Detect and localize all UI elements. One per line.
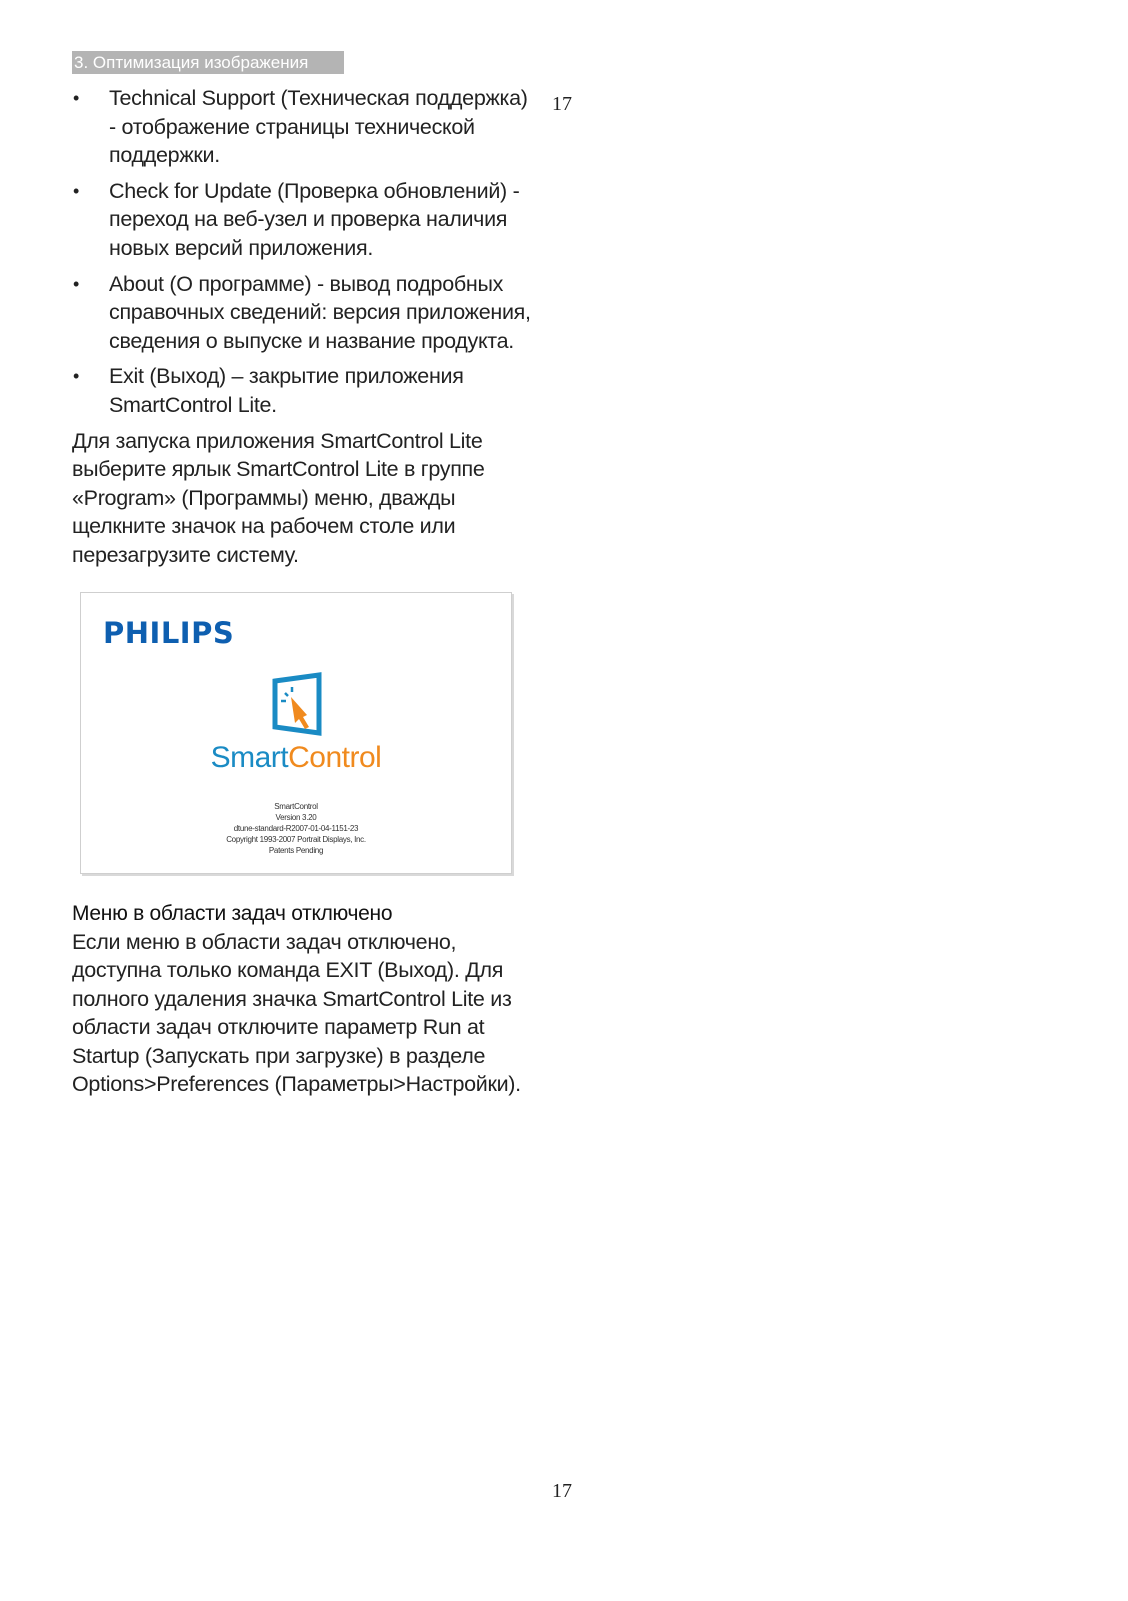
about-line-version: Version 3.20: [275, 812, 317, 822]
list-item-text: About (О программе) - вывод подробных справочных сведений: версия приложения, сведения о выпуске и название продукта.: [109, 271, 531, 353]
philips-logo: PHILIPS: [103, 615, 235, 650]
page-content: [72, 84, 532, 1099]
list-item-text: Technical Support (Техническая поддержка) - отображение страницы технической поддержки.: [109, 86, 528, 168]
disabled-paragraph: Если меню в области задач отключено, доступна только команда EXIT (Выход). Для полного удаления значка SmartControl Lite из области задач отключите параметр Run at Startup (Запускать при загрузке) в разделе Options>Preferences (Параметры>Настройки).: [72, 929, 521, 1097]
list-item-text: Check for Update (Проверка обновлений) - переход на веб-узел и проверка наличия новых версий приложения.: [109, 178, 520, 260]
wordmark-smart: Smart: [210, 740, 289, 774]
list-item: [72, 270, 532, 356]
bullet-icon: •: [73, 88, 80, 108]
page-number: 17: [552, 1480, 572, 1502]
about-line-product: SmartControl: [274, 801, 318, 811]
version-info: [81, 801, 511, 856]
menu-items-list: [72, 84, 532, 420]
bullet-icon: •: [73, 180, 80, 201]
about-line-build: dtune-standard-R2007-01-04-1151-23: [233, 823, 359, 833]
list-item: [72, 177, 532, 263]
bullet-icon: •: [73, 366, 80, 387]
wordmark-control: Control: [288, 740, 382, 774]
about-line-patents: Patents Pending: [268, 845, 324, 855]
about-line-copyright: Copyright 1993-2007 Portrait Displays, Inc.: [226, 834, 366, 844]
section-label: 3. Оптимизация изображения: [72, 51, 344, 74]
list-item-text: Exit (Выход) – закрытие приложения SmartControl Lite.: [109, 364, 464, 417]
top-page-number: 17: [552, 93, 572, 115]
bullet-icon: •: [73, 273, 80, 294]
list-item: [72, 362, 532, 419]
list-item: [72, 84, 532, 170]
section-heading: Меню в области задач отключено: [72, 901, 393, 925]
about-window-screenshot: [80, 592, 512, 874]
launch-paragraph: Для запуска приложения SmartControl Lite выберите ярлык SmartControl Lite в группе «Program» (Программы) меню, дважды щелкните значок на рабочем столе или перезагрузите систему.: [72, 428, 485, 567]
smartcontrol-wordmark: [81, 741, 511, 775]
